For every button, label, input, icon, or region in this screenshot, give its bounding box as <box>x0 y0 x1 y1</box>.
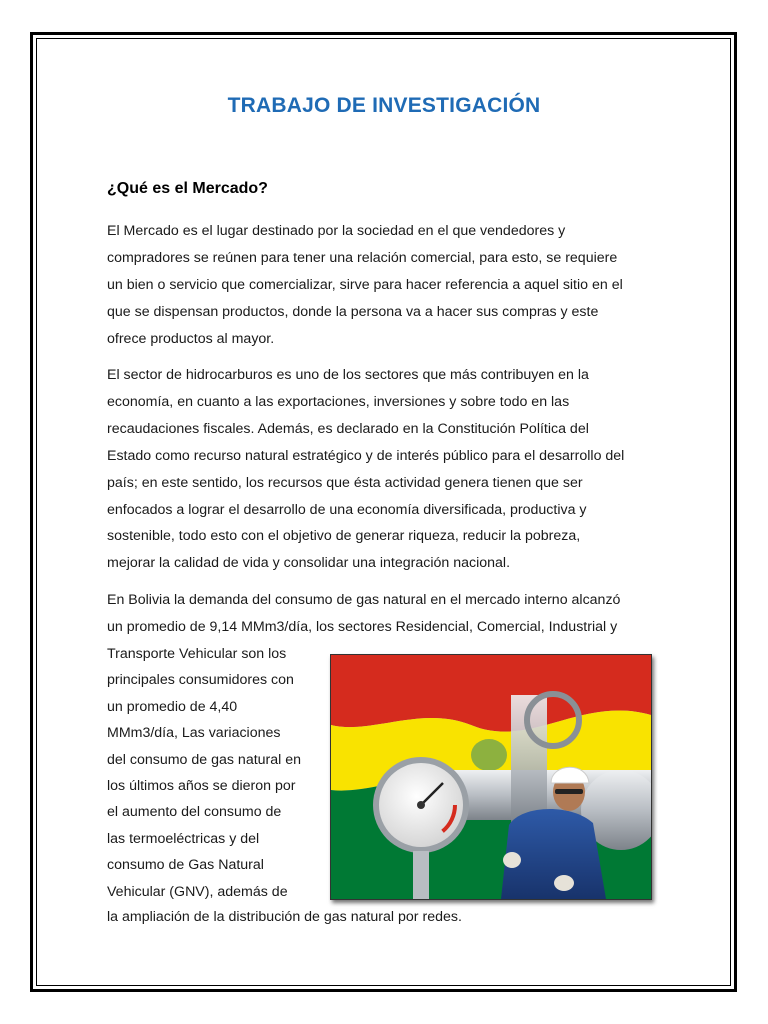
paragraph-line: El sector de hidrocarburos es uno de los sectores que más contribuyen en la <box>107 367 589 383</box>
paragraph-line: un promedio de 9,14 MMm3/día, los sectores Residencial, Comercial, Industrial y <box>107 618 618 635</box>
paragraph-line: mejorar la calidad de vida y consolidar una integración nacional. <box>107 555 511 572</box>
paragraph-line: sostenible, todo esto con el objetivo de generar riqueza, reducir la pobreza, <box>107 528 581 545</box>
paragraph-last-line: la ampliación de la distribución de gas natural por redes. <box>107 909 462 925</box>
paragraph-market <box>107 218 667 353</box>
paragraph-wrapped-text <box>107 641 322 905</box>
section-heading: ¿Qué es el Mercado? <box>107 180 268 197</box>
paragraph-line: Estado como recurso natural estratégico y de interés público para el desarrollo del <box>107 447 625 464</box>
gauge-center <box>417 801 425 809</box>
paragraph-line: recaudaciones fiscales. Además, es declarado en la Constitución Política del <box>107 420 589 437</box>
safety-glasses <box>555 789 583 794</box>
paragraph-line: ofrece productos al mayor. <box>107 330 275 347</box>
gauge-stem <box>413 851 429 899</box>
paragraph-line: En Bolivia la demanda del consumo de gas natural en el mercado interno alcanzó <box>107 592 621 608</box>
worker-glove <box>554 875 574 891</box>
paragraph-line: país; en este sentido, los recursos que ésta actividad genera tienen que ser <box>107 474 583 491</box>
paragraph-line: un bien o servicio que comercializar, sirve para hacer referencia a aquel sitio en el <box>107 276 623 293</box>
paragraph-line: MMm3/día, Las variaciones <box>107 725 281 742</box>
paragraph-line: enfocados a lograr el desarrollo de una economía diversificada, productiva y <box>107 501 587 518</box>
paragraph-hydrocarbons <box>107 362 667 577</box>
paragraph-line: consumo de Gas Natural <box>107 857 264 874</box>
paragraph-line: El Mercado es el lugar destinado por la sociedad en el que vendedores y <box>107 223 566 239</box>
paragraph-line: principales consumidores con <box>107 672 294 689</box>
paragraph-line: los últimos años se dieron por <box>107 778 296 795</box>
bolivia-gas-photo <box>330 654 652 900</box>
paragraph-line: Vehicular (GNV), además de <box>107 883 288 900</box>
paragraph-line: del consumo de gas natural en <box>107 751 302 768</box>
worker-glove <box>503 852 521 868</box>
paragraph-bolivia-demand <box>107 587 667 641</box>
paragraph-line: que se dispensan productos, donde la persona va a hacer sus compras y este <box>107 303 599 320</box>
paragraph-line: el aumento del consumo de <box>107 804 282 821</box>
paragraph-line: las termoeléctricas y del <box>107 830 260 847</box>
paragraph-line: un promedio de 4,40 <box>107 698 238 715</box>
paragraph-line: economía, en cuanto a las exportaciones, inversiones y sobre todo en las <box>107 393 570 410</box>
document-title: TRABAJO DE INVESTIGACIÓN <box>227 94 541 117</box>
coat-of-arms <box>471 739 507 771</box>
paragraph-line: compradores se reúnen para tener una relación comercial, para esto, se requiere <box>107 249 618 266</box>
paragraph-line: Transporte Vehicular son los <box>107 646 287 662</box>
